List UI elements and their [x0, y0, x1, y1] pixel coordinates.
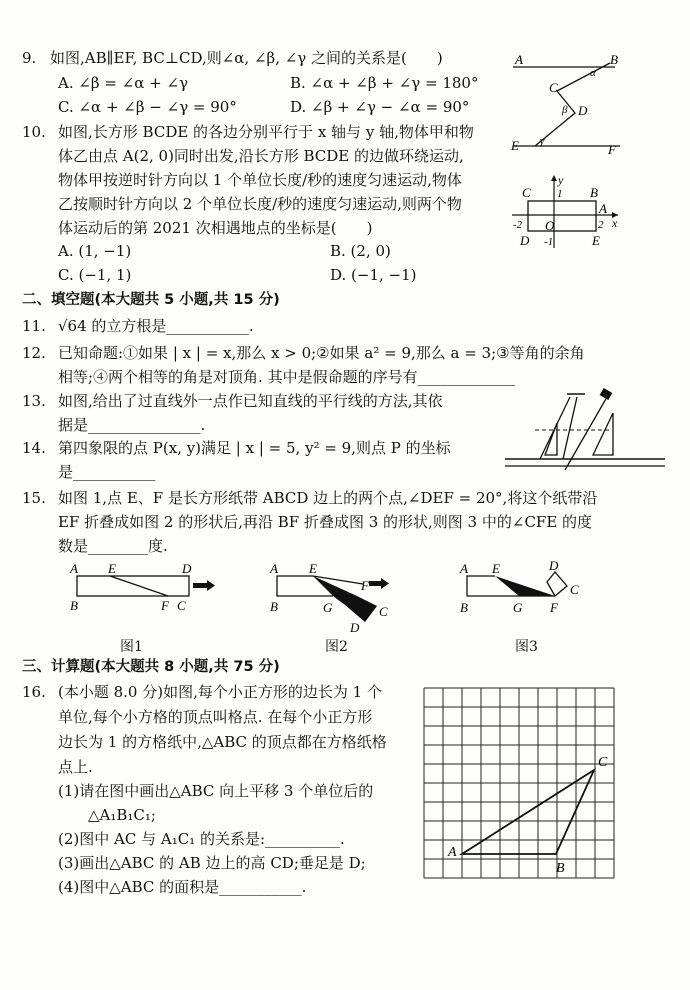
q12-number: 12. — [22, 344, 46, 362]
q16-line: 单位,每个小方格的顶点叫格点. 在每个小正方形 — [58, 708, 373, 726]
q9-label-b: B — [610, 52, 618, 67]
q10-line: 如图,长方形 BCDE 的各边分别平行于 x 轴与 y 轴,物体甲和物 — [58, 123, 474, 141]
q15-f2-label-c: C — [379, 604, 388, 619]
q10-tick-1: 1 — [557, 188, 563, 200]
q16-label-c: C — [598, 755, 608, 770]
q15-f1-label-b: B — [70, 598, 78, 613]
q12-line: 相等;④两个相等的角是对顶角. 其中是假命题的序号有_____________ — [58, 368, 516, 386]
q16-part-3: (3)画出△ABC 的 AB 边上的高 CD;垂足是 D; — [58, 854, 366, 872]
q15-f1-label-e: E — [108, 561, 116, 576]
q10-label-b: B — [590, 185, 598, 200]
q11-text: √64 的立方根是___________. — [58, 317, 254, 335]
section-heading-calculation: 三、计算题(本大题共 8 小题,共 75 分) — [22, 659, 280, 675]
q9-number: 9. — [22, 49, 37, 67]
q16-part-4: (4)图中△ABC 的面积是___________. — [58, 878, 307, 896]
q14-number: 14. — [22, 439, 46, 457]
q13-line: 据是_______________. — [58, 416, 206, 434]
q10-label-e: E — [592, 233, 600, 248]
q10-option-a[interactable]: A. (1, −1) — [58, 242, 132, 260]
q10-tick-2: 2 — [598, 219, 604, 231]
q9-option-d[interactable]: D. ∠β + ∠γ − ∠α = 90° — [290, 98, 470, 116]
q15-line: EF 折叠成如图 2 的形状后,再沿 BF 折叠成图 3 的形状,则图 3 中的∠CFE 的度 — [58, 513, 593, 531]
q15-f3-label-a: A — [460, 561, 468, 576]
q14-line: 是___________ — [58, 463, 156, 481]
q10-option-d[interactable]: D. (−1, −1) — [330, 266, 417, 284]
q10-line: 体运动后的第 2021 次相遇地点的坐标是( ) — [58, 219, 373, 237]
q16-line: (本小题 8.0 分)如图,每个小正方形的边长为 1 个 — [58, 683, 382, 701]
q15-caption-1: 图1 — [120, 639, 143, 655]
q9-option-a[interactable]: A. ∠β = ∠α + ∠γ — [58, 74, 189, 92]
q15-line: 如图 1,点 E、F 是长方形纸带 ABCD 边上的两个点,∠DEF = 20°,将这个纸带沿 — [58, 489, 598, 507]
section-heading-fill-in: 二、填空题(本大题共 5 小题,共 15 分) — [22, 292, 280, 308]
q15-f3-label-g: G — [513, 600, 523, 615]
q9-label-d: D — [578, 103, 588, 118]
q15-f3-label-e: E — [492, 561, 500, 576]
q10-label-c: C — [522, 185, 531, 200]
q9-label-beta: β — [562, 104, 568, 116]
q13-number: 13. — [22, 392, 46, 410]
q16-label-a: A — [448, 845, 457, 860]
q9-label-alpha: α — [590, 67, 596, 79]
q9-option-b[interactable]: B. ∠α + ∠β + ∠γ = 180° — [290, 74, 479, 92]
q10-coordinate-figure — [508, 172, 623, 252]
q9-label-gamma: γ — [540, 135, 545, 147]
q15-figure-1 — [65, 560, 225, 615]
q10-option-b[interactable]: B. (2, 0) — [330, 242, 391, 260]
q10-line: 乙按顺时针方向以 2 个单位长度/秒的速度匀速运动,则两个物 — [58, 195, 462, 213]
q14-line: 第四象限的点 P(x, y)满足 | x | = 5, y² = 9,则点 P 的坐标 — [58, 439, 451, 457]
q9-label-a: A — [515, 52, 523, 67]
q15-f2-label-g: G — [323, 600, 333, 615]
q9-label-f: F — [608, 142, 616, 157]
q16-number: 16. — [22, 683, 46, 701]
q9-label-c: C — [549, 80, 558, 95]
q15-f1-label-c: C — [177, 598, 186, 613]
q15-figure-3 — [455, 560, 605, 620]
q15-caption-3: 图3 — [515, 639, 538, 655]
q9-option-c[interactable]: C. ∠α + ∠β − ∠γ = 90° — [58, 98, 237, 116]
q15-f2-label-e: E — [309, 561, 317, 576]
q15-f2-label-a: A — [270, 561, 278, 576]
q15-f1-label-f: F — [161, 598, 169, 613]
q16-label-b: B — [556, 861, 565, 876]
q15-f1-label-a: A — [70, 561, 78, 576]
q13-parallel-ruler-figure — [505, 388, 665, 473]
q10-label-o: O — [545, 218, 555, 233]
q15-f2-label-d: D — [350, 620, 360, 635]
q15-f1-label-d: D — [182, 561, 192, 576]
q9-label-e: E — [511, 138, 519, 153]
q15-f3-label-b: B — [460, 600, 468, 615]
q15-caption-2: 图2 — [325, 639, 348, 655]
q10-tick-neg1: -1 — [544, 236, 554, 248]
q15-f2-label-f: F — [361, 578, 369, 593]
q9-stem: 如图,AB∥EF, BC⊥CD,则∠α, ∠β, ∠γ 之间的关系是( ) — [50, 49, 443, 67]
q10-line: 体乙由点 A(2, 0)同时出发,沿长方形 BCDE 的边做环绕运动, — [58, 147, 464, 165]
q16-line: 边长为 1 的方格纸中,△ABC 的顶点都在方格纸格 — [58, 733, 387, 751]
q10-option-c[interactable]: C. (−1, 1) — [58, 266, 132, 284]
q10-tick-neg2: -2 — [513, 219, 523, 231]
q16-part-2: (2)图中 AC 与 A₁C₁ 的关系是:__________. — [58, 830, 345, 848]
q10-axis-x: x — [612, 216, 618, 230]
q16-part-1: (1)请在图中画出△ABC 向上平移 3 个单位后的 — [58, 782, 374, 800]
q15-f3-label-c: C — [570, 582, 579, 597]
q15-figure-2 — [265, 560, 415, 635]
q15-f2-label-b: B — [270, 599, 278, 614]
q15-f3-label-d: D — [549, 558, 559, 573]
q10-label-d: D — [520, 233, 530, 248]
q11-number: 11. — [22, 317, 46, 335]
q15-f3-label-f: F — [550, 600, 558, 615]
q10-label-a: A — [599, 201, 607, 216]
q13-line: 如图,给出了过直线外一点作已知直线的平行线的方法,其依 — [58, 392, 443, 410]
q9-figure — [505, 50, 675, 160]
q10-line: 物体甲按逆时针方向以 1 个单位长度/秒的速度匀速运动,物体 — [58, 171, 462, 189]
q10-number: 10. — [22, 123, 46, 141]
q16-part-1-cont: △A₁B₁C₁; — [88, 806, 156, 824]
q16-line: 点上. — [58, 758, 93, 776]
q15-line: 数是________度. — [58, 537, 168, 555]
q12-line: 已知命题:①如果 | x | = x,那么 x > 0;②如果 a² = 9,那么 a = 3;③等角的余角 — [58, 344, 585, 362]
q10-axis-y: y — [558, 173, 564, 187]
q15-number: 15. — [22, 489, 46, 507]
q16-grid-figure — [422, 686, 662, 906]
